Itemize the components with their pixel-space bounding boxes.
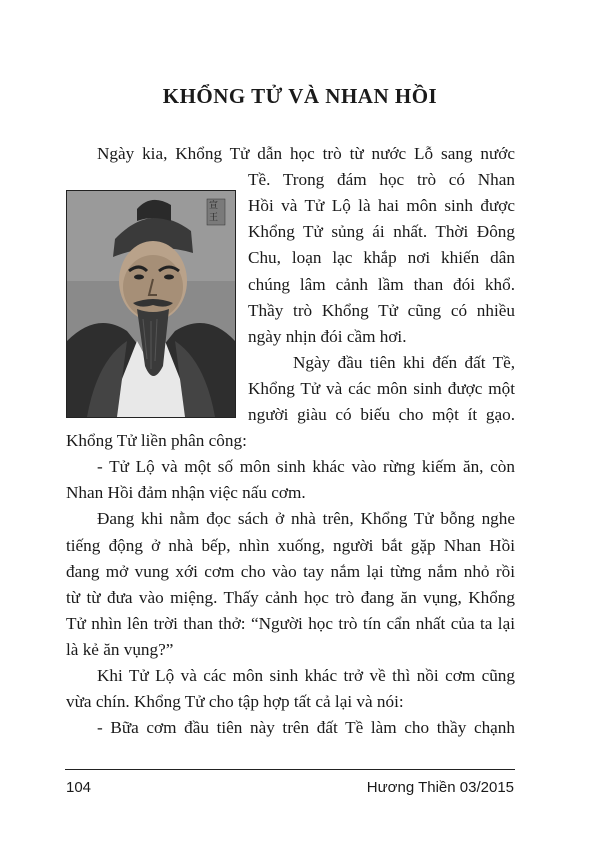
text-line: Khổng Tử liền phân công:: [66, 431, 247, 450]
page-number: 104: [66, 779, 92, 796]
text-line: từ từ đưa vào miệng. Thấy cảnh học trò đang ăn vụng, Khổng: [66, 588, 515, 607]
text-line: là kẻ ăn vụng?”: [66, 640, 174, 659]
text-line: vừa chín. Khổng Tử cho tập hợp tất cả lại và nói:: [66, 692, 404, 711]
text-line: chúng lâm cảnh lầm than đói khổ.: [248, 275, 515, 294]
confucius-portrait: [66, 190, 236, 418]
footer-source: Hương Thiền 03/2015: [366, 779, 514, 796]
text-line: Khi Tử Lộ và các môn sinh khác trở về thì nồi cơm cũng: [97, 666, 515, 685]
portrait-seal-text: 宣王: [209, 201, 219, 223]
text-line: đang mở vung xới cơm cho vào tay nắm lại từng nắm nhỏ rồi: [66, 562, 515, 581]
text-line: Nhan Hồi đảm nhận việc nấu cơm.: [66, 483, 306, 502]
text-line: ngày nhịn đói cầm hơi.: [248, 327, 407, 346]
text-line: Tề. Trong đám học trò có Nhan: [248, 170, 515, 189]
text-line: Thầy trò Khổng Tử cũng có nhiều: [248, 301, 515, 320]
text-line: Chu, loạn lạc khắp nơi khiến dân: [248, 248, 515, 267]
text-line: Ngày đầu tiên khi đến đất Tề,: [293, 353, 515, 372]
portrait-drawing: [67, 191, 235, 417]
text-line: - Tử Lộ và một số môn sinh khác vào rừng kiếm ăn, còn: [97, 457, 515, 476]
text-line: Khổng Tử và các môn sinh được một: [248, 379, 515, 398]
text-line: Tử nhìn lên trời than thở: “Người học trò tín cẩn nhất của ta lại: [66, 614, 515, 633]
text-line: Hồi và Tử Lộ là hai môn sinh được: [248, 196, 515, 215]
text-line: người giàu có biếu cho một ít gạo.: [248, 405, 515, 424]
page-title: KHỔNG TỬ VÀ NHAN HỒI: [162, 84, 438, 108]
text-line: - Bữa cơm đầu tiên này trên đất Tề làm cho thầy chạnh: [97, 718, 515, 737]
text-line: Đang khi nằm đọc sách ở nhà trên, Khổng Tử bỗng nghe: [97, 509, 515, 528]
text-line: Ngày kia, Khổng Tử dẫn học trò từ nước Lỗ sang nước: [97, 144, 515, 163]
text-line: Khổng Tử sủng ái nhất. Thời Đông: [248, 222, 515, 241]
footer-divider: [65, 769, 515, 770]
text-line: tiếng động ở nhà bếp, nhìn xuống, người bắt gặp Nhan Hồi: [66, 536, 515, 555]
